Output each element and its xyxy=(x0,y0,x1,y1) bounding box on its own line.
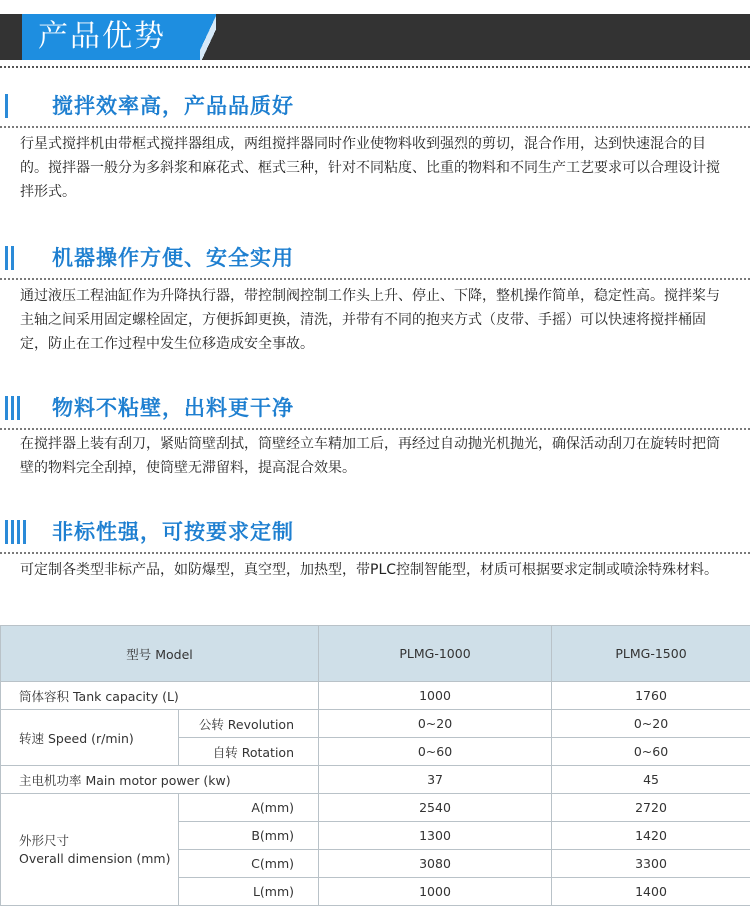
capacity-value-1: 1000 xyxy=(319,682,552,710)
dimension-label-en: Overall dimension (mm) xyxy=(19,850,171,866)
table-row xyxy=(1,766,750,794)
dimension-l-value-1: 1000 xyxy=(319,878,552,906)
section-bars-icon xyxy=(5,94,8,118)
dimension-b-value-2: 1420 xyxy=(552,822,750,850)
dimension-b-label: B(mm) xyxy=(179,822,319,850)
dimension-a-value-2: 2720 xyxy=(552,794,750,822)
dimension-label xyxy=(1,794,179,906)
speed-label: 转速 Speed (r/min) xyxy=(1,710,179,766)
dimension-a-value-1: 2540 xyxy=(319,794,552,822)
dimension-c-label: C(mm) xyxy=(179,850,319,878)
section-title: 非标性强，可按要求定制 xyxy=(52,520,294,544)
section-efficiency xyxy=(0,86,750,200)
section-body: 可定制各类型非标产品，如防爆型，真空型，加热型，带PLC控制智能型，材质可根据要求定制或喷涂特殊材料。 xyxy=(20,562,719,578)
header-model-1: PLMG-1000 xyxy=(319,626,552,682)
section-bars-icon xyxy=(5,520,26,544)
table-row xyxy=(1,710,750,738)
table-row xyxy=(1,682,750,710)
spec-table xyxy=(0,625,750,906)
power-value-2: 45 xyxy=(552,766,750,794)
section-non-stick xyxy=(0,388,750,476)
section-body: 通过液压工程油缸作为升降执行器，带控制阀控制工作头上升、停止、下降，整机操作简单，稳定性高。搅拌桨与主轴之间采用固定螺栓固定，方便拆卸更换，清洗，并带有不同的抱夹方式（皮带、手摇）可以快速将搅拌桶固定，防止在工作过程中发生位移造成安全事故。 xyxy=(20,288,720,352)
section-body: 行星式搅拌机由带框式搅拌器组成，两组搅拌器同时作业使物料收到强烈的剪切，混合作用，达到快速混合的目的。搅拌器一般分为多斜浆和麻花式、框式三种，针对不同粘度、比重的物料和不同生产工艺要求可以合理设计搅拌形式。 xyxy=(20,136,720,200)
section-title: 机器操作方便、安全实用 xyxy=(52,246,294,270)
section-divider xyxy=(0,552,750,554)
section-body: 在搅拌器上装有刮刀，紧贴筒壁刮拭，筒壁经立车精加工后，再经过自动抛光机抛光，确保活动刮刀在旋转时把筒壁的物料完全刮掉，使筒壁无滞留料，提高混合效果。 xyxy=(20,436,720,476)
dimension-b-value-1: 1300 xyxy=(319,822,552,850)
section-operation xyxy=(0,238,750,352)
power-value-1: 37 xyxy=(319,766,552,794)
rotation-value-1: 0~60 xyxy=(319,738,552,766)
capacity-label: 筒体容积 Tank capacity (L) xyxy=(1,682,319,710)
banner-slant xyxy=(200,14,216,60)
section-divider xyxy=(0,428,750,430)
section-header xyxy=(0,86,750,126)
revolution-label: 公转 Revolution xyxy=(179,710,319,738)
section-bars-icon xyxy=(5,396,20,420)
banner-title: 产品优势 xyxy=(38,19,166,54)
section-header xyxy=(0,512,750,552)
capacity-value-2: 1760 xyxy=(552,682,750,710)
section-title: 搅拌效率高，产品品质好 xyxy=(52,94,294,118)
section-header xyxy=(0,238,750,278)
dimension-a-label: A(mm) xyxy=(179,794,319,822)
banner-divider xyxy=(0,66,750,68)
table-row xyxy=(1,794,750,822)
section-divider xyxy=(0,126,750,128)
dimension-c-value-1: 3080 xyxy=(319,850,552,878)
rotation-value-2: 0~60 xyxy=(552,738,750,766)
rotation-label: 自转 Rotation xyxy=(179,738,319,766)
dimension-c-value-2: 3300 xyxy=(552,850,750,878)
dimension-l-value-2: 1400 xyxy=(552,878,750,906)
section-divider xyxy=(0,278,750,280)
section-title: 物料不粘壁，出料更干净 xyxy=(52,396,294,420)
banner xyxy=(0,0,750,72)
section-bars-icon xyxy=(5,246,14,270)
table-header-row xyxy=(1,626,750,682)
header-model-label: 型号 Model xyxy=(1,626,319,682)
dimension-l-label: L(mm) xyxy=(179,878,319,906)
revolution-value-1: 0~20 xyxy=(319,710,552,738)
header-model-2: PLMG-1500 xyxy=(552,626,750,682)
dimension-label-cn: 外形尺寸 xyxy=(19,832,70,848)
section-header xyxy=(0,388,750,428)
section-custom xyxy=(0,512,750,578)
power-label: 主电机功率 Main motor power (kw) xyxy=(1,766,319,794)
revolution-value-2: 0~20 xyxy=(552,710,750,738)
